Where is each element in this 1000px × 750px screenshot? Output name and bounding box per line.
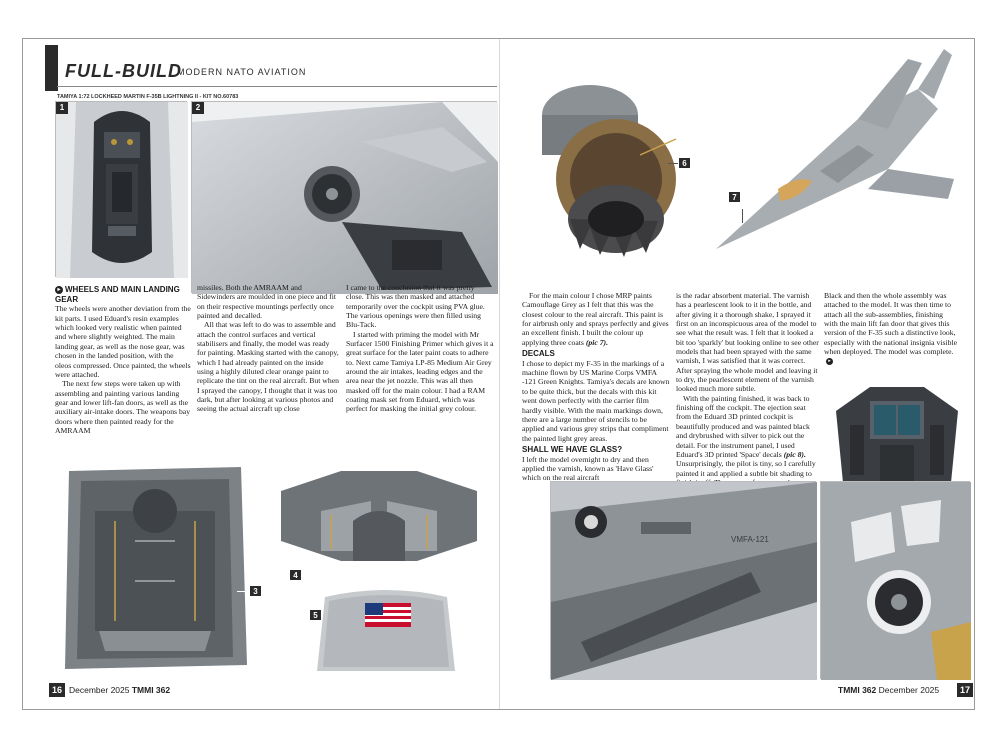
lift-fan-door-illustration: [305, 583, 467, 679]
heading-wheels: ▸ WHEELS AND MAIN LANDING GEAR: [55, 285, 180, 304]
column-2: [197, 283, 340, 414]
footer-right: TMMI 362 December 2025: [838, 685, 940, 695]
col2-para-2: All that was left to do was to assemble and attach the control surfaces and vertical stabilisers and finally, the model was ready for painting. Masking started with the canopy, which I had already painted on the inside using a highly diluted clear orange paint to replicate the tint on the real aircraft. But when I sprayed the canopy, I thought that it was too dark, but after looking at various photos and seeing the actual aircraft up close: [197, 320, 339, 414]
photo-lift-fan-open: [820, 481, 970, 679]
callout-line-3: [237, 591, 249, 592]
callout-4: 4: [289, 569, 302, 581]
kit-line: TAMIYA 1:72 LOCKHEED MARTIN F-35B LIGHTNING II - KIT NO.60783: [57, 94, 239, 100]
col6-para-1: Black and then the whole assembly was attached to the model. It was then time to attach all the sub-assemblies, finishing with the main lift fan door that gives this version of the F-35 such a distinctive look, especially with the national insignia visible when deployed. The model was complete.▸: [824, 291, 958, 365]
footer-left: December 2025 TMMI 362: [69, 685, 171, 695]
callout-6: 6: [678, 157, 691, 169]
col5-para-2: With the painting finished, it was back to finishing off the cockpit. The ejection seat from the Eduard 3D printed cockpit is beautifully produced and was painted black and drybrushed with silver to pick out the detail. For the instrument panel, I used Eduard's 3D printed 'Space' decals (pic 8). Unsurprisingly, the pilot is tiny, so I carefully painted it and applied a subtle bit shading to: [676, 393, 816, 478]
photo-number-2: 2: [192, 102, 204, 114]
header-accent-bar: [45, 45, 58, 91]
left-page: [23, 39, 499, 709]
callout-line-7: [742, 209, 743, 223]
decal-vmfa-text: VMFA-121: [731, 535, 769, 544]
fuselage-illustration: [55, 451, 255, 679]
col5-para-1: is the radar absorbent material. The varnish has a pearlescent look to it in the bottle, and after giving it a thorough shake, I sprayed it first on an inconspicuous area of the model to see what the result was. I felt that it looked a bit too 'sparkly' but looking online to see other models that had been sprayed with the same varnish, I was satisfied that it was correct. After spraying the whole model and leaving it to dry, the pearlescent element of the varnish looked much more subtle.: [676, 291, 819, 394]
photo-1-cockpit: [55, 101, 187, 277]
page-number-right: 17: [957, 683, 973, 697]
intake-illustration: [261, 451, 497, 581]
callout-line-6: [668, 163, 678, 164]
page-number-left: 16: [49, 683, 65, 697]
right-page: [500, 39, 976, 709]
col4-para-1: For the main colour I chose MRP paints Camouflage Grey as I felt that this was the closest colour to the real aircraft. This paint is for airbrush only and sprays perfectly and gives an excellent finish. I built the colour up applying three coats (pic 7).: [522, 291, 669, 347]
column-6: [824, 291, 958, 366]
column-1: [55, 283, 191, 435]
section-title: FULL-BUILD: [65, 61, 182, 81]
bay-doors-illustration: [551, 482, 817, 680]
photo-6-engine-nozzle: [520, 59, 710, 283]
photo-2-canopy: [191, 101, 497, 293]
end-mark-icon: ▸: [826, 358, 833, 365]
col1-para-2: The next few steps were taken up with assembling and painting various landing gear and lower lift-fan doors, as well as the auxiliary air-intake doors. The weapons bay doors where then painted ready for the AMRAAM: [55, 379, 191, 435]
callout-5: 5: [309, 609, 322, 621]
col2-para-1: missiles. Both the AMRAAM and Sidewinders are moulded in one piece and fit on their respective mountings perfectly once painted and decalled.: [197, 283, 336, 321]
lift-fan-illustration: [821, 482, 971, 680]
column-3: [346, 283, 494, 414]
section-subtitle: MODERN NATO AVIATION: [177, 67, 307, 77]
heading-glass: SHALL WE HAVE GLASS?: [522, 444, 623, 454]
photo-7-completed-model: [708, 49, 964, 285]
column-5: [676, 291, 820, 497]
photo-4-intake-assembly: [261, 451, 497, 581]
engine-illustration: [520, 59, 710, 283]
col3-para-1: I came to the conclusion that it was pretty close. This was then masked and attached temporarily over the cockpit using PVA glue. The various openings were then filled using Blu-Tack.: [346, 283, 485, 330]
photo-5-lift-fan-door: [305, 583, 467, 679]
cockpit-illustration: [56, 102, 188, 278]
photo-number-1: 1: [56, 102, 68, 114]
bullet-icon: ▸: [55, 286, 63, 294]
heading-decals: DECALS: [522, 349, 555, 359]
callout-3: 3: [249, 585, 262, 597]
photo-3-lower-fuselage: [55, 451, 258, 679]
callout-7: 7: [728, 191, 741, 203]
canopy-illustration: [192, 102, 498, 294]
photo-bay-doors: [550, 481, 816, 679]
aircraft-illustration: [708, 49, 964, 285]
col3-para-2: I started with priming the model with Mr Surfacer 1500 Finishing Primer which gives it a great surface for the later paint coats to adhere to. Next came Tamiya LP-85 Medium Air Grey around the air intakes, leading edges and the area near the jet nozzle. This was all then masked off for the main colour. I had a RAM coating mask set from Eduard, which was perfect for masking the initial grey colour.: [346, 329, 494, 414]
col4-para-3: I left the model overnight to dry and then applied the varnish, known as 'Have Glass' which on the real aircraft: [522, 454, 654, 483]
column-4: [522, 291, 670, 483]
magazine-spread: [22, 38, 975, 710]
col1-para-1: The wheels were another deviation from the kit parts. I used Eduard's resin examples which looked very realistic when painted and where slightly weighted. The main landing gear, as well as the nose gear, was chosen in the landed position, with the oleos compressed. Once painted, the wheels were attached.: [55, 304, 191, 379]
header-rule: [57, 86, 497, 87]
col4-para-2: I chose to depict my F-35 in the markings of a machine flown by US Marine Corps VMFA -121 Green Knights. Tamiya's decals are known to be quite thick, but the decals with this kit went down perfectly with the carrier film hardly visible. With the main markings down, there are a large number of stencils to be applied and various grey strips that compliment the painted light grey areas.: [522, 358, 670, 443]
